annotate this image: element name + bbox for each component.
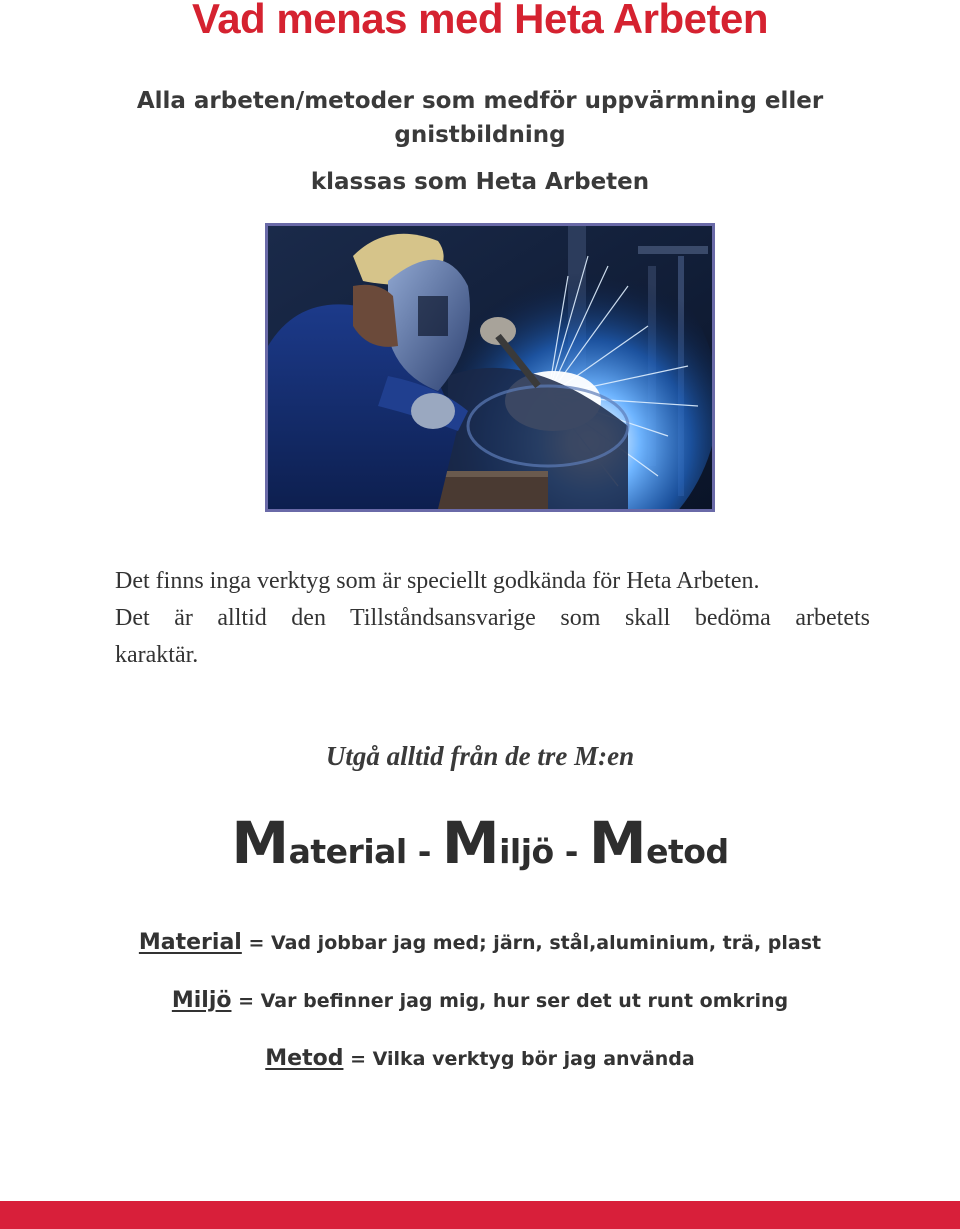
motto: Utgå alltid från de tre M:en: [325, 741, 635, 771]
footer-bar: [0, 1201, 960, 1229]
m3-rest: etod: [646, 832, 729, 871]
definition-miljo: [0, 986, 960, 1016]
body-line-2: Det är alltid den Tillståndsansvarige som skall bedöma arbetets: [115, 605, 870, 631]
welder-photo: [265, 223, 715, 512]
body-line-1: Det finns inga verktyg som är speciellt godkända för Heta Arbeten.: [115, 568, 760, 594]
intro-line-1: [0, 84, 960, 152]
definition-text-miljo: = Var befinner jag mig, hur ser det ut runt omkring: [231, 990, 789, 1012]
m2-rest: iljö: [499, 832, 554, 871]
intro-line-1a: Alla arbeten/metoder som medför uppvärmning eller: [136, 88, 824, 114]
intro-line-2: klassas som Heta Arbeten: [310, 169, 650, 195]
definition-text-material: = Vad jobbar jag med; järn, stål,aluminium, trä, plast: [241, 932, 822, 954]
m1-initial: M: [231, 809, 289, 877]
page-title: Vad menas med Heta Arbeten: [192, 0, 768, 42]
intro-line-1b: gnistbildning: [394, 122, 566, 148]
definition-material: [0, 928, 960, 958]
three-m-heading: [0, 808, 960, 893]
definition-term-metod: Metod: [265, 1046, 344, 1071]
definition-term-miljo: Miljö: [171, 988, 232, 1013]
definition-metod: [0, 1044, 960, 1074]
sep-2: -: [553, 832, 589, 871]
m1-rest: aterial: [288, 832, 407, 871]
welder-illustration: [268, 226, 712, 509]
definition-text-metod: = Vilka verktyg bör jag använda: [343, 1048, 695, 1070]
body-line-3: karaktär.: [115, 642, 199, 668]
body-paragraph: [115, 563, 870, 674]
sep-1: -: [406, 832, 442, 871]
definition-term-material: Material: [138, 930, 242, 955]
m2-initial: M: [441, 809, 500, 877]
m3-initial: M: [588, 809, 647, 877]
